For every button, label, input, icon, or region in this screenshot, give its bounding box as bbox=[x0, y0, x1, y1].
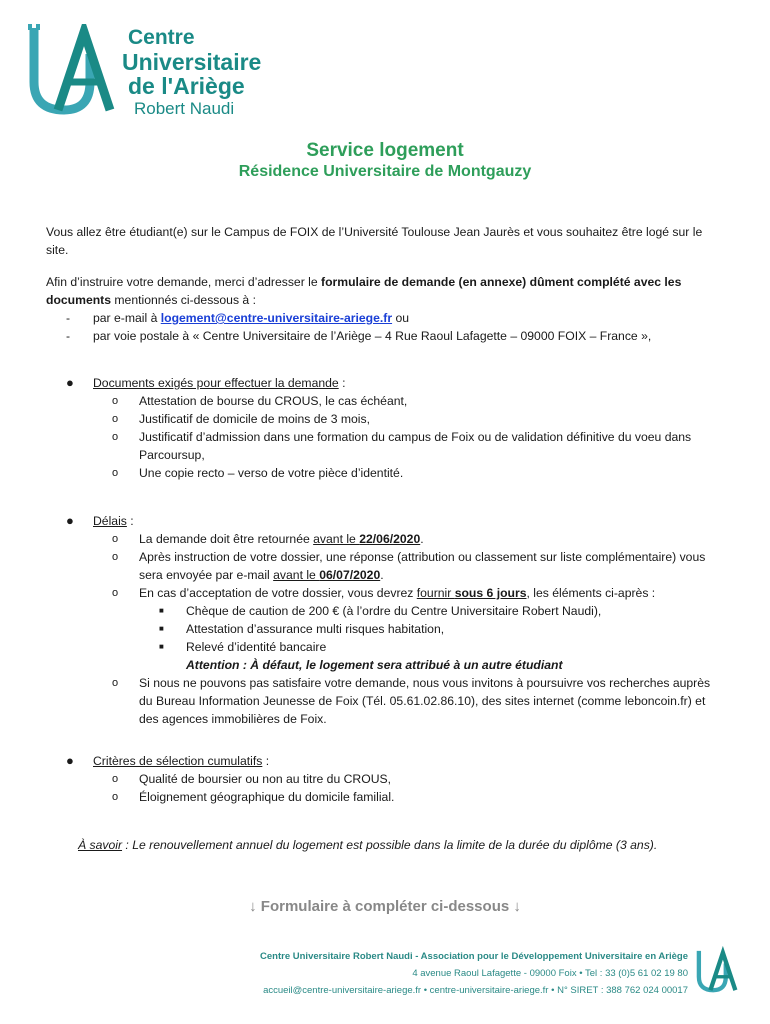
list-item: o Éloignement géographique du domicile familial. bbox=[112, 790, 395, 804]
footer-line-3: accueil@centre-universitaire-ariege.fr • centre-universitaire-ariege.fr • N° SIRET : 388 762 024 00017 bbox=[263, 985, 688, 996]
logo-line-centre: Centre bbox=[128, 26, 195, 49]
list-item: o Une copie recto – verso de votre pièce d’identité. bbox=[112, 466, 404, 480]
list-item: o Après instruction de votre dossier, une réponse (attribution ou classement sur liste complémentaire) vous sera envoyée par e-mail avant le 06/07/2020. bbox=[112, 550, 706, 582]
logo-text bbox=[122, 26, 262, 120]
asavoir-text: : Le renouvellement annuel du logement est possible dans la limite de la durée du diplôme (3 ans). bbox=[122, 838, 658, 852]
asavoir-note bbox=[78, 838, 657, 852]
documents-heading: ● Documents exigés pour effectuer la demande : bbox=[66, 375, 346, 390]
list-item: o Attestation de bourse du CROUS, le cas échéant, bbox=[112, 394, 408, 408]
email-pre: par e-mail à bbox=[93, 311, 161, 325]
list-item: o La demande doit être retournée avant le 22/06/2020. bbox=[112, 532, 424, 546]
delais-heading-text: Délais bbox=[93, 514, 127, 528]
request-text bbox=[46, 273, 726, 309]
criteres-heading: ● Critères de sélection cumulatifs : bbox=[66, 753, 270, 768]
delais-heading: ● Délais : bbox=[66, 513, 134, 528]
list-item: o En cas d’acceptation de votre dossier, vous devrez fournir sous 6 jours, les éléments ci-après : bbox=[112, 586, 656, 600]
footer-line-2: 4 avenue Raoul Lafagette - 09000 Foix • Tel : 33 (0)5 61 02 19 80 bbox=[412, 968, 688, 979]
documents-heading-text: Documents exigés pour effectuer la demande bbox=[93, 376, 339, 390]
logo-line-ariege: de l'Ariège bbox=[128, 73, 245, 99]
email-link[interactable]: logement@centre-universitaire-ariege.fr bbox=[160, 311, 393, 325]
postal-text: par voie postale à « Centre Universitaire de l’Ariège – 4 Rue Raoul Lafagette – 09000 FOIX – France », bbox=[93, 329, 652, 343]
deadline-date-2: 06/07/2020 bbox=[319, 568, 381, 582]
sub-list-item: ■ Relevé d’identité bancaire bbox=[159, 640, 327, 654]
intro-paragraph bbox=[46, 223, 726, 259]
page-subtitle: Résidence Universitaire de Montgauzy bbox=[238, 163, 532, 180]
list-item: o Qualité de boursier ou non au titre du CROUS, bbox=[112, 772, 392, 786]
logo-line-universitaire: Universitaire bbox=[122, 49, 262, 75]
page-title: Service logement bbox=[306, 140, 464, 161]
list-item: o Justificatif d’admission dans une formation du campus de Foix ou de validation définitive du voeu dans Parcoursup, bbox=[112, 430, 692, 462]
criteres-section bbox=[66, 752, 726, 806]
email-post: ou bbox=[392, 311, 410, 325]
logo-line-robert-naudi: Robert Naudi bbox=[134, 99, 235, 118]
asavoir-label: À savoir bbox=[78, 838, 123, 852]
send-methods-list bbox=[66, 309, 726, 345]
send-method-postal: - par voie postale à « Centre Universitaire de l’Ariège – 4 Rue Raoul Lafagette – 09000 FOIX – France », bbox=[66, 329, 652, 343]
deadline-date-1: 22/06/2020 bbox=[359, 532, 421, 546]
sub-list-item: ■ Attestation d’assurance multi risques habitation, bbox=[159, 622, 445, 636]
list-item: o Si nous ne pouvons pas satisfaire votre demande, nous vous invitons à poursuivre vos recherches auprès du Bureau Information Jeunesse de Foix (Tél. 05.61.02.86.10), des sites internet (comme leboncoin.fr) et des agences immobilières de Foix. bbox=[112, 676, 711, 726]
documents-section bbox=[66, 374, 726, 482]
list-item: o Justificatif de domicile de moins de 3 mois, bbox=[112, 412, 370, 426]
request-pre: Afin d’instruire votre demande, merci d’adresser le bbox=[46, 275, 322, 289]
send-method-email: - par e-mail à logement@centre-universitaire-ariege.fr ou bbox=[66, 311, 410, 325]
criteres-heading-text: Critères de sélection cumulatifs bbox=[93, 754, 263, 768]
logo bbox=[28, 24, 268, 124]
attention-note: Attention : À défaut, le logement sera attribué à un autre étudiant bbox=[186, 658, 563, 672]
ua-logo-icon bbox=[28, 24, 128, 116]
intro-text: Vous allez être étudiant(e) sur le Campus de FOIX de l’Université Toulouse Jean Jaurès et vous souhaitez être logé sur le site. bbox=[46, 225, 703, 257]
request-paragraph bbox=[46, 273, 726, 309]
delais-section bbox=[66, 512, 726, 728]
footer-ua-logo-icon bbox=[696, 944, 744, 998]
sub-list-item: ■ Chèque de caution de 200 € (à l’ordre du Centre Universitaire Robert Naudi), bbox=[159, 604, 602, 618]
footer-line-1: Centre Universitaire Robert Naudi - Association pour le Développement Universitaire en Ariège bbox=[260, 951, 688, 962]
form-below-label: ↓ Formulaire à compléter ci-dessous ↓ bbox=[249, 898, 521, 915]
request-post: mentionnés ci-dessous à : bbox=[111, 293, 256, 307]
footer bbox=[160, 948, 688, 999]
request-bold: formulaire de demande (en annexe) dûment complété avec les documents bbox=[46, 275, 682, 307]
